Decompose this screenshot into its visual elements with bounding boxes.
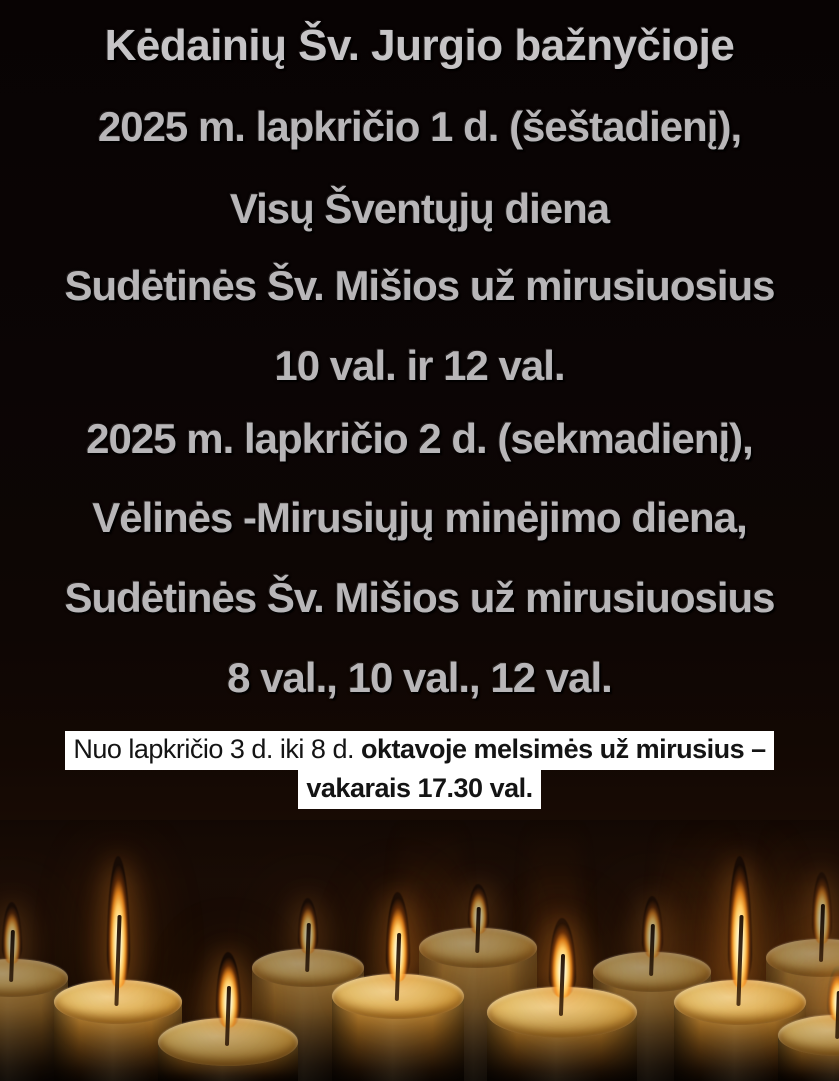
candle-wick <box>835 991 839 1039</box>
schedule-line-date-nov1: 2025 m. lapkričio 1 d. (šeštadienį), <box>97 103 742 150</box>
highlight-note-line1 <box>65 731 773 770</box>
schedule-line-masses-nov2: Sudėtinės Šv. Mišios už mirusiuosius <box>64 574 775 621</box>
schedule-line-all-saints: Visų Šventųjų diena <box>229 185 610 232</box>
highlight-note-regular-text: Nuo lapkričio 3 d. iki 8 d. <box>73 734 361 764</box>
poster-title: Kėdainių Šv. Jurgio bažnyčioje <box>104 21 735 70</box>
highlight-note-line2: vakarais 17.30 val. <box>298 770 540 809</box>
schedule-line-times-nov2: 8 val., 10 val., 12 val. <box>227 654 612 701</box>
schedule-line-times-nov1: 10 val. ir 12 val. <box>274 342 565 389</box>
candles-image <box>0 820 839 1081</box>
highlight-note <box>0 731 839 809</box>
highlight-note-bold-text: oktavoje melsimės už mirusius – <box>360 734 766 764</box>
schedule-line-date-nov2: 2025 m. lapkričio 2 d. (sekmadienį), <box>86 415 753 462</box>
schedule-line-velines: Vėlinės -Mirusiųjų minėjimo diena, <box>92 494 747 541</box>
schedule-line-masses-nov1: Sudėtinės Šv. Mišios už mirusiuosius <box>64 262 775 309</box>
